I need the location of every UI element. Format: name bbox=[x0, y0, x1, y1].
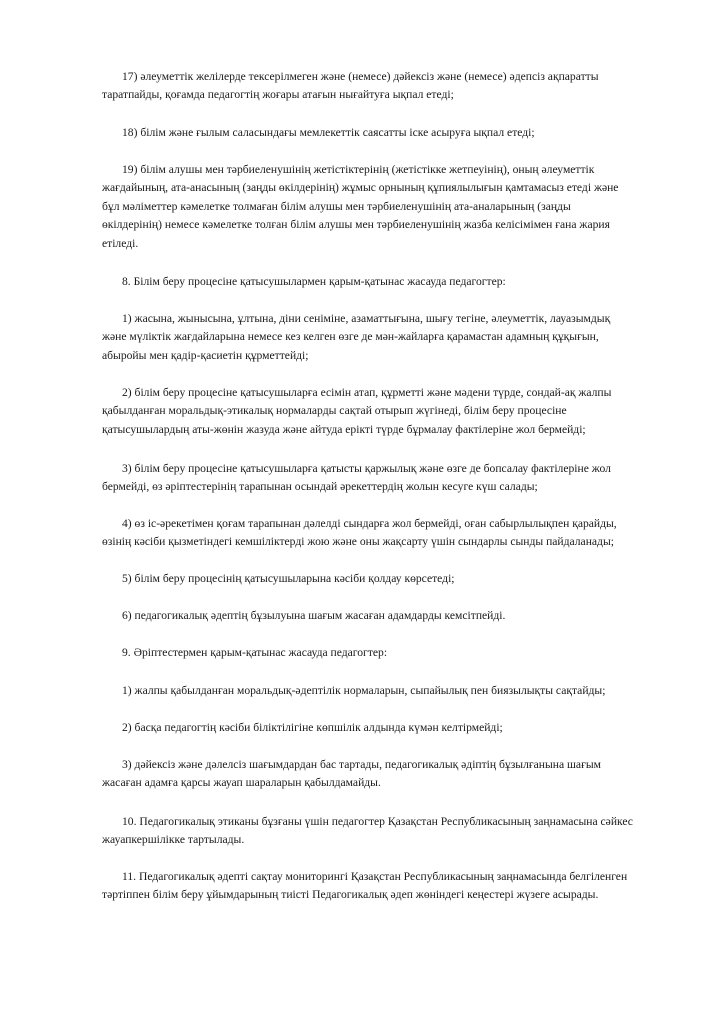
paragraph-19 bbox=[102, 161, 672, 253]
text-line: және мүліктік жағдайларына немесе кез келген өзге де мән-жайларға қарамастан адамның құқығын, bbox=[102, 330, 599, 344]
text-line: 5) білім беру процесінің қатысушыларына кәсіби қолдау көрсетеді; bbox=[122, 572, 455, 585]
text-line: 19) білім алушы мен тәрбиеленушінің жетістіктерінің (жетістікке жетпеуінің), оның әлеуметтік bbox=[122, 163, 595, 176]
text-line: 1) жасына, жынысына, ұлтына, діни сеніміне, азаматтығына, шығу тегіне, әлеуметтік, лауазымдық bbox=[122, 312, 611, 325]
text-line: қабылданған моральдық-этикалық нормаларды сақтай отырып жүгінеді, білім беру процесіне bbox=[102, 404, 567, 418]
section-10 bbox=[102, 813, 672, 850]
text-line: жасаған адамға қарсы жауап шараларын қабылдамайды. bbox=[102, 776, 381, 790]
text-line: 6) педагогикалық әдептің бұзылуына шағым жасаған адамдарды кемсітпейді. bbox=[122, 609, 506, 622]
section-9-heading bbox=[102, 644, 672, 662]
text-line: 3) білім беру процесіне қатысушыларға қатысты қаржылық және өзге де бопсалау фактілеріне жол bbox=[122, 462, 611, 475]
paragraph-18 bbox=[102, 124, 672, 142]
text-line: қатысушылардың аты-жөнін жазуда және айтуда ерікті түрде бұрмалау фактілеріне жол бермейді; bbox=[102, 422, 586, 436]
text-line: 8. Білім беру процесіне қатысушылармен қарым-қатынас жасауда педагогтер: bbox=[122, 275, 506, 288]
text-line: өкілдерінің) немесе кәмелетке толған білім алушы мен тәрбиеленушінің жазба келісімімен ғана жария bbox=[102, 218, 610, 232]
text-line: етіледі. bbox=[102, 236, 139, 250]
paragraph-9-2 bbox=[102, 719, 672, 737]
text-line: 9. Әріптестермен қарым-қатынас жасауда педагогтер: bbox=[122, 646, 388, 659]
paragraph-17 bbox=[102, 68, 672, 105]
paragraph-8-5 bbox=[102, 570, 672, 588]
text-line: жағдайының, ата-анасының (заңды өкілдерінің) жұмыс орнының құпиялылығын қамтамасыз етеді және bbox=[102, 181, 619, 195]
section-8-heading bbox=[102, 273, 672, 291]
text-line: тәртіппен білім беру ұйымдарының тиісті Педагогикалық әдеп жөніндегі кеңестері жүзеге асырады. bbox=[102, 888, 599, 902]
text-line: бұл мәліметтер кәмелетке толмаған білім алушы мен тәрбиеленушінің ата-аналарының (заңды bbox=[102, 199, 571, 213]
paragraph-8-3 bbox=[102, 460, 672, 497]
text-line: 18) білім және ғылым саласындағы мемлекеттік саясатты іске асыруға ықпал етеді; bbox=[122, 126, 535, 139]
text-line: абыройы мен қадір-қасиетін құрметтейді; bbox=[102, 348, 309, 362]
text-line: жауапкершілікке тартылады. bbox=[102, 833, 245, 847]
text-line: 4) өз іс-әрекетімен қоғам тарапынан дәлелді сындарға жол бермейді, оған сабырлылықпен қарайды, bbox=[122, 517, 617, 530]
text-line: 11. Педагогикалық әдепті сақтау мониторингі Қазақстан Республикасының заңнамасында белгіленген bbox=[122, 870, 628, 883]
section-11 bbox=[102, 868, 672, 905]
text-line: 3) дәйексіз және дәлелсіз шағымдардан бас тартады, педагогикалық әдіптің бұзылғанына шағым bbox=[122, 758, 601, 771]
paragraph-8-2 bbox=[102, 384, 672, 439]
text-line: 10. Педагогикалық этиканы бұзғаны үшін педагогтер Қазақстан Республикасының заңнамасына сәйкес bbox=[122, 815, 633, 828]
text-line: бермейді, өз әріптестерінің тарапынан осындай әрекеттердің жолын кесуге күш салады; bbox=[102, 480, 538, 494]
text-line: 2) білім беру процесіне қатысушыларға есімін атап, құрметті және мәдени түрде, сондай-ақ жалпы bbox=[122, 386, 612, 399]
text-line: таратпайды, қоғамда педагогтің жоғары атағын нығайтуға ықпал етеді; bbox=[102, 88, 454, 102]
paragraph-8-6 bbox=[102, 607, 672, 625]
text-line: 1) жалпы қабылданған моральдық-әдептілік нормаларын, сыпайылық пен биязылықты сақтайды; bbox=[122, 684, 606, 697]
paragraph-8-1 bbox=[102, 310, 672, 365]
text-line: 2) басқа педагогтің кәсіби біліктілігіне көпшілік алдында күмән келтірмейді; bbox=[122, 721, 503, 734]
text-line: өзінің кәсіби қызметіндегі кемшіліктерді жою және оны жақсарту үшін сындарлы сынды пайдаланады; bbox=[102, 535, 614, 549]
paragraph-9-1 bbox=[102, 682, 672, 700]
paragraph-8-4 bbox=[102, 515, 672, 552]
paragraph-9-3 bbox=[102, 756, 672, 793]
text-line: 17) әлеуметтік желілерде тексерілмеген және (немесе) дәйексіз және (немесе) әдепсіз ақпаратты bbox=[122, 70, 599, 83]
